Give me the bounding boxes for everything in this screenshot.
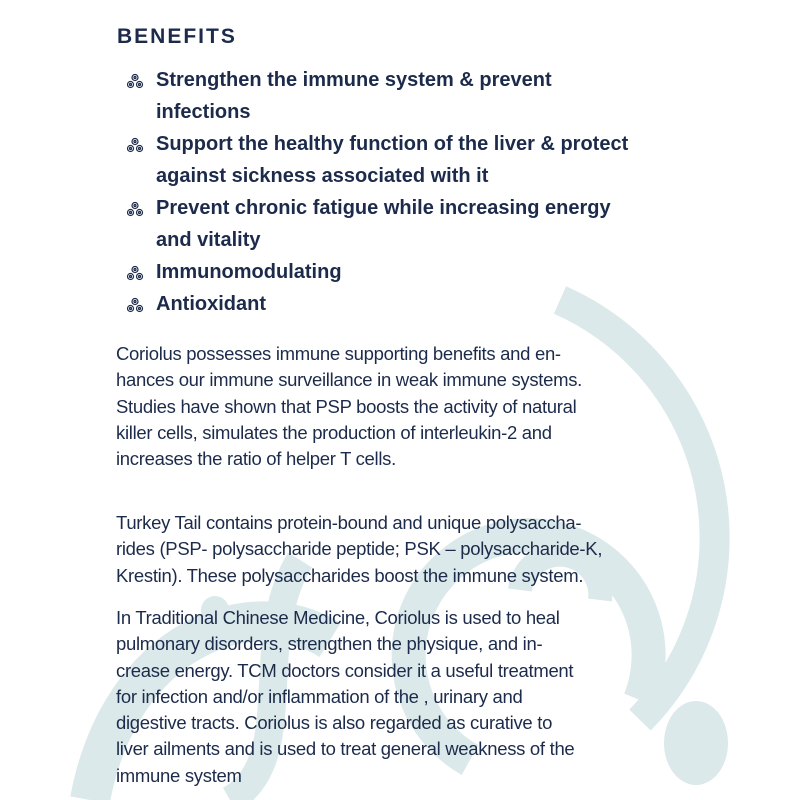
paragraph-line: for infection and/or inflammation of the , urinary and bbox=[116, 685, 523, 707]
paragraph-line: Coriolus possesses immune supporting benefits and en- bbox=[116, 343, 561, 364]
benefit-item bbox=[126, 64, 686, 128]
benefit-text-line: Antioxidant bbox=[156, 293, 266, 315]
triskelion-icon bbox=[126, 201, 144, 217]
paragraph-line: crease energy. TCM doctors consider it a useful treatment bbox=[116, 659, 574, 681]
benefit-item bbox=[126, 192, 686, 256]
paragraph-line: increases the ratio of helper T cells. bbox=[116, 448, 396, 470]
triskelion-icon bbox=[126, 265, 144, 281]
triskelion-icon bbox=[126, 137, 144, 153]
paragraph-line: Turkey Tail contains protein-bound and unique polysaccha- bbox=[116, 512, 582, 533]
triskelion-icon bbox=[126, 73, 144, 89]
body-paragraph bbox=[116, 510, 602, 589]
triskelion-icon bbox=[126, 297, 144, 313]
paragraph-line: rides (PSP- polysaccharide peptide; PSK – polysaccharide-K, bbox=[116, 538, 603, 560]
paragraph-line: hances our immune surveillance in weak immune systems. bbox=[116, 369, 583, 391]
benefit-text-line: against sickness associated with it bbox=[156, 165, 489, 187]
paragraph-line: Studies have shown that PSP boosts the activity of natural bbox=[116, 395, 577, 417]
paragraph-line: immune system bbox=[116, 764, 242, 786]
benefit-item bbox=[126, 288, 686, 320]
paragraph-line: liver ailments and is used to treat general weakness of the bbox=[116, 738, 575, 760]
paragraph-line: Krestin). These polysaccharides boost the immune system. bbox=[116, 564, 584, 586]
paragraph-line: killer cells, simulates the production of interleukin-2 and bbox=[116, 421, 552, 443]
body-paragraph bbox=[116, 605, 574, 789]
paragraph-line: digestive tracts. Coriolus is also regarded as curative to bbox=[116, 712, 553, 734]
benefit-text-line: infections bbox=[156, 101, 251, 123]
benefits-list bbox=[126, 64, 686, 320]
benefit-text-line: Support the healthy function of the liver & protect bbox=[156, 133, 629, 155]
page-title: BENEFITS bbox=[117, 25, 237, 48]
paragraph-line: In Traditional Chinese Medicine, Coriolus is used to heal bbox=[116, 607, 560, 628]
benefit-item bbox=[126, 256, 686, 288]
benefit-text-line: Immunomodulating bbox=[156, 261, 342, 283]
benefit-text-line: Prevent chronic fatigue while increasing energy bbox=[156, 197, 611, 219]
paragraph-line: pulmonary disorders, strengthen the physique, and in- bbox=[116, 633, 543, 655]
benefit-text-line: and vitality bbox=[156, 229, 261, 251]
body-paragraph bbox=[116, 341, 582, 472]
benefit-text-line: Strengthen the immune system & prevent bbox=[156, 69, 552, 91]
benefit-item bbox=[126, 128, 686, 192]
